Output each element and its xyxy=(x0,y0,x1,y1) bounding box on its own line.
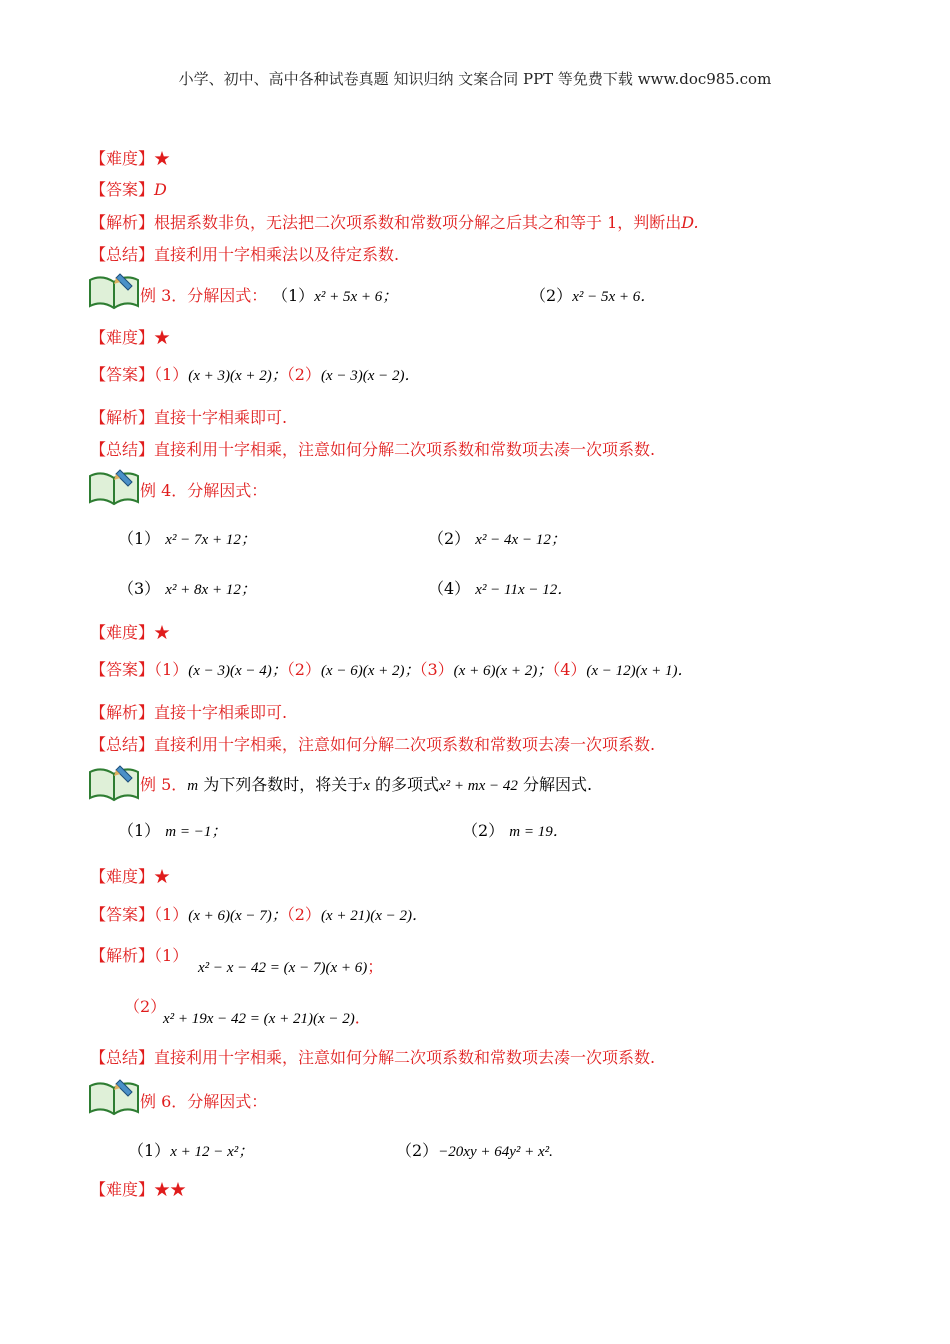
analysis-end: D. xyxy=(681,213,699,232)
title-text: 的多项式 xyxy=(375,775,440,794)
title-polynomial: x² + mx − 42 xyxy=(439,778,518,794)
problem-math: m = 19． xyxy=(509,824,568,840)
answer-line-3 xyxy=(90,364,419,387)
summary-text: 直接利用十字相乘法以及待定系数. xyxy=(154,245,400,264)
analysis-text: 直接十字相乘即可. xyxy=(154,408,288,427)
answer-math: (x + 6)(x − 7)； xyxy=(188,908,287,924)
answer-line-4 xyxy=(90,659,692,682)
answer-math: (x + 6)(x + 2)； xyxy=(453,663,553,679)
example-4-problem-2 xyxy=(428,528,566,551)
answer-line-1 xyxy=(90,179,167,201)
title-text: 分解因式. xyxy=(523,775,593,794)
example-6-problem-2 xyxy=(396,1140,553,1163)
problem-label: （2） xyxy=(462,821,505,840)
difficulty-line-5 xyxy=(90,866,170,888)
answer-label: 【答案】 xyxy=(90,660,155,679)
problem-math: x² − 4x − 12； xyxy=(475,532,566,548)
difficulty-label: 【难度】 xyxy=(90,867,155,886)
example-3-title xyxy=(140,285,267,307)
problem-math: x² − 11x − 12． xyxy=(475,582,573,598)
difficulty-stars: ★ xyxy=(154,149,171,168)
problem-label: （2） xyxy=(396,1141,439,1160)
answer-math: (x − 3)(x − 2)． xyxy=(320,368,420,384)
analysis-label: 【解析】 xyxy=(90,703,155,722)
example-4-title xyxy=(140,480,267,502)
problem-label: （2） xyxy=(530,286,573,305)
analysis-label: 【解析】 xyxy=(90,408,155,427)
answer-math: (x + 3)(x + 2)； xyxy=(188,368,287,384)
answer-math: (x − 6)(x + 2)； xyxy=(320,663,420,679)
analysis-index: （1） xyxy=(154,946,189,965)
analysis-label: 【解析】 xyxy=(90,946,155,965)
problem-label: （1） xyxy=(128,1141,171,1160)
analysis-math-5a xyxy=(198,956,383,979)
analysis-line-4 xyxy=(90,702,287,724)
example-5-heading: 例 5． xyxy=(140,775,188,794)
answer-index: （1） xyxy=(154,660,189,679)
answer-math: (x − 3)(x − 4)； xyxy=(188,663,287,679)
summary-label: 【总结】 xyxy=(90,1048,155,1067)
analysis-line-1 xyxy=(90,212,699,234)
difficulty-label: 【难度】 xyxy=(90,1180,155,1199)
problem-math: −20xy + 64y² + x². xyxy=(438,1144,553,1160)
problem-label: （4） xyxy=(428,579,471,598)
difficulty-label: 【难度】 xyxy=(90,623,155,642)
page-header: 小学、初中、高中各种试卷真题 知识归纳 文案合同 PPT 等免费下载 www.doc985.com xyxy=(178,70,772,88)
difficulty-stars: ★ xyxy=(154,623,171,642)
answer-index: （1） xyxy=(154,905,189,924)
example-5-problem-2 xyxy=(462,820,568,843)
difficulty-label: 【难度】 xyxy=(90,149,155,168)
problem-label: （2） xyxy=(428,529,471,548)
summary-label: 【总结】 xyxy=(90,245,155,264)
answer-index: （2） xyxy=(286,660,321,679)
analysis-line-3 xyxy=(90,407,287,429)
analysis-index: （2） xyxy=(124,997,167,1016)
analysis-end: ； xyxy=(367,957,384,976)
analysis-math: x² + 19x − 42 = (x + 21)(x − 2) xyxy=(163,1011,355,1027)
example-3-heading: 例 3．分解因式： xyxy=(140,286,268,305)
example-4-heading: 例 4．分解因式： xyxy=(140,481,268,500)
summary-label: 【总结】 xyxy=(90,735,155,754)
title-var-m: m xyxy=(187,778,199,794)
example-6-heading: 例 6．分解因式： xyxy=(140,1092,268,1111)
example-6-problem-1 xyxy=(128,1140,253,1163)
answer-line-5 xyxy=(90,904,427,927)
title-var-x: x xyxy=(363,778,370,794)
example-4-problem-1 xyxy=(118,528,256,551)
problem-math: x + 12 − x²； xyxy=(170,1144,254,1160)
difficulty-stars: ★ xyxy=(154,867,171,886)
summary-text: 直接利用十字相乘，注意如何分解二次项系数和常数项去凑一次项系数. xyxy=(154,440,656,459)
analysis-line-5b xyxy=(124,996,166,1018)
problem-math: x² + 5x + 6； xyxy=(314,289,398,305)
analysis-line-5a xyxy=(90,945,188,967)
example-6-title xyxy=(140,1091,267,1113)
example-3-problem-1 xyxy=(272,285,397,308)
book-pencil-icon xyxy=(88,1076,140,1116)
book-pencil-icon xyxy=(88,762,140,802)
answer-math: (x − 12)(x + 1)． xyxy=(586,663,693,679)
answer-label: 【答案】 xyxy=(90,180,155,199)
example-3-problem-2 xyxy=(530,285,655,308)
problem-label: （1） xyxy=(118,529,161,548)
summary-line-4 xyxy=(90,734,655,756)
analysis-math: x² − x − 42 = (x − 7)(x + 6) xyxy=(198,960,368,976)
difficulty-line-3 xyxy=(90,327,170,349)
summary-text: 直接利用十字相乘，注意如何分解二次项系数和常数项去凑一次项系数. xyxy=(154,1048,656,1067)
answer-math: (x + 21)(x − 2)． xyxy=(320,908,427,924)
problem-label: （3） xyxy=(118,579,161,598)
difficulty-line-6 xyxy=(90,1179,186,1201)
example-4-problem-4 xyxy=(428,578,572,601)
example-5-title xyxy=(140,774,592,797)
analysis-text: 根据系数非负，无法把二次项系数和常数项分解之后其之和等于 1，判断出 xyxy=(154,213,682,232)
difficulty-stars: ★★ xyxy=(154,1180,187,1199)
answer-index: （2） xyxy=(286,905,321,924)
difficulty-line-4 xyxy=(90,622,170,644)
difficulty-stars: ★ xyxy=(154,328,171,347)
answer-index: （1） xyxy=(154,365,189,384)
summary-line-3 xyxy=(90,439,655,461)
answer-label: 【答案】 xyxy=(90,365,155,384)
title-text: 为下列各数时，将关于 xyxy=(203,775,364,794)
summary-line-1 xyxy=(90,244,399,266)
answer-label: 【答案】 xyxy=(90,905,155,924)
problem-label: （1） xyxy=(118,821,161,840)
analysis-text: 直接十字相乘即可. xyxy=(154,703,288,722)
problem-math: x² − 7x + 12； xyxy=(165,532,256,548)
problem-label: （1） xyxy=(272,286,315,305)
difficulty-label: 【难度】 xyxy=(90,328,155,347)
answer-index: （2） xyxy=(286,365,321,384)
example-5-problem-1 xyxy=(118,820,226,843)
problem-math: x² − 5x + 6． xyxy=(572,289,656,305)
problem-math: x² + 8x + 12； xyxy=(165,582,256,598)
answer-value: D xyxy=(154,180,167,199)
answer-index: （3） xyxy=(419,660,454,679)
example-4-problem-3 xyxy=(118,578,256,601)
difficulty-line-1 xyxy=(90,148,170,170)
book-pencil-icon xyxy=(88,466,140,506)
summary-line-5 xyxy=(90,1047,655,1069)
analysis-end: ． xyxy=(354,1008,371,1027)
summary-label: 【总结】 xyxy=(90,440,155,459)
analysis-label: 【解析】 xyxy=(90,213,155,232)
analysis-math-5b xyxy=(163,1007,371,1030)
answer-index: （4） xyxy=(552,660,587,679)
book-pencil-icon xyxy=(88,270,140,310)
summary-text: 直接利用十字相乘，注意如何分解二次项系数和常数项去凑一次项系数. xyxy=(154,735,656,754)
problem-math: m = −1； xyxy=(165,824,227,840)
